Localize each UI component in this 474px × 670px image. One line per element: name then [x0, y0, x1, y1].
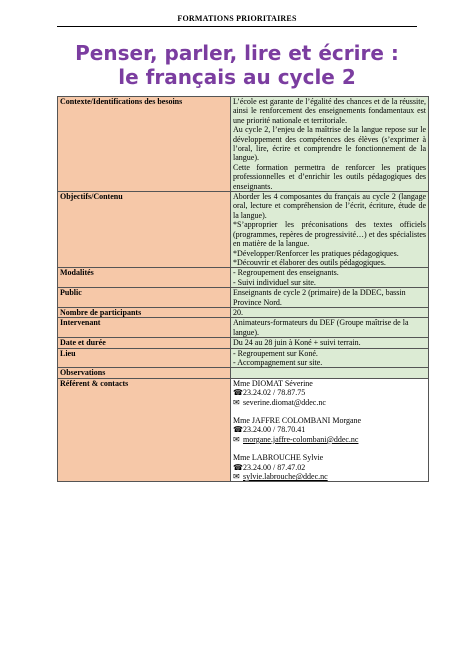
- label-observations: Observations: [58, 368, 231, 378]
- label-participants: Nombre de participants: [58, 307, 231, 317]
- lieu-line-1: - Regroupement sur Koné.: [233, 348, 318, 358]
- value-date: Du 24 au 28 juin à Koné + suivi terrain.: [231, 338, 429, 348]
- value-observations: [231, 368, 429, 378]
- contact-name: Mme LABROUCHE Sylvie: [233, 453, 324, 463]
- telephone-icon: ☎: [233, 462, 243, 472]
- value-referent: [231, 378, 429, 482]
- contact-phone: 23.24.00 / 87.47.02: [243, 462, 306, 472]
- contact-phone-line: [233, 463, 426, 472]
- formation-table: [57, 96, 429, 482]
- envelope-icon: ✉: [233, 434, 240, 444]
- value-modalites: [231, 268, 429, 288]
- contexte-p3: Cette formation permettra de renforcer les pratiques professionnelles et d’enrichir les outils pédagogiques des enseignants.: [233, 162, 426, 191]
- contact-phone: 23.24.00 / 78.70.41: [243, 425, 306, 435]
- title-line-2: le français au cycle 2: [118, 65, 356, 89]
- modalites-line-1: - Regroupement des enseignants.: [233, 268, 339, 278]
- contact-email-line: [233, 472, 426, 481]
- value-lieu: [231, 348, 429, 368]
- row-objectifs: [58, 192, 429, 268]
- contact-1: [233, 379, 426, 407]
- contact-2: [233, 416, 426, 444]
- objectifs-p1: Aborder les 4 composantes du français au cycle 2 (langage oral, lecture et compréhension de l’écrit, écriture, étude de la langue).: [233, 192, 426, 220]
- header-rule: [57, 26, 417, 27]
- contact-phone: 23.24.02 / 78.87.75: [243, 388, 306, 398]
- value-contexte: [231, 97, 429, 192]
- lieu-line-2: - Accompagnement sur site.: [233, 357, 323, 367]
- objectifs-p2: *S’approprier les préconisations des textes officiels (programmes, repères de progressivité…) et des spécialistes en matière de la langue.: [233, 220, 426, 249]
- row-referent: [58, 378, 429, 482]
- row-public: [58, 288, 429, 308]
- contact-phone-line: [233, 388, 426, 397]
- telephone-icon: ☎: [233, 425, 243, 435]
- title-line-1: Penser, parler, lire et écrire :: [75, 41, 399, 65]
- label-modalites: Modalités: [58, 268, 231, 288]
- label-contexte: Contexte/Identifications des besoins: [58, 97, 231, 192]
- label-intervenant: Intervenant: [58, 318, 231, 338]
- label-objectifs: Objectifs/Contenu: [58, 192, 231, 268]
- row-observations: [58, 368, 429, 378]
- row-lieu: [58, 348, 429, 368]
- row-contexte: [58, 97, 429, 192]
- contexte-p2: Au cycle 2, l’enjeu de la maîtrise de la langue repose sur le développement des compétences des élèves (s’exprimer à l’oral, lire, écrire et comprendre le fonctionnement de la langue).: [233, 125, 426, 163]
- contact-3: [233, 453, 426, 481]
- contexte-p1: L’école est garante de l’égalité des chances et de la réussite, ainsi le renforcement des enseignements fondamentaux est une priorité nationale et territoriale.: [233, 97, 426, 125]
- label-lieu: Lieu: [58, 348, 231, 368]
- label-public: Public: [58, 288, 231, 308]
- row-participants: [58, 307, 429, 317]
- contact-name: Mme DIOMAT Séverine: [233, 378, 313, 388]
- objectifs-p3: *Développer/Renforcer les pratiques pédagogiques.: [233, 248, 399, 258]
- envelope-icon: ✉: [233, 472, 240, 482]
- label-referent: Référent & contacts: [58, 378, 231, 482]
- contact-email-line: [233, 398, 426, 407]
- label-date: Date et durée: [58, 338, 231, 348]
- envelope-icon: ✉: [233, 397, 240, 407]
- value-participants: 20.: [231, 307, 429, 317]
- value-intervenant: Animateurs-formateurs du DEF (Groupe maîtrise de la langue).: [231, 318, 429, 338]
- contact-email-link[interactable]: morgane.jaffre-colombani@ddec.nc: [243, 434, 359, 444]
- row-date: [58, 338, 429, 348]
- value-objectifs: [231, 192, 429, 268]
- row-intervenant: [58, 318, 429, 338]
- page-title: [40, 41, 434, 89]
- page-header: FORMATIONS PRIORITAIRES: [177, 14, 297, 23]
- objectifs-p4: *Découvrir et élaborer des outils pédagogiques.: [233, 257, 386, 267]
- modalites-line-2: - Suivi individuel sur site.: [233, 277, 316, 287]
- value-public: Enseignants de cycle 2 (primaire) de la DDEC, bassin Province Nord.: [231, 288, 429, 308]
- contact-name: Mme JAFFRE COLOMBANI Morgane: [233, 416, 362, 425]
- contact-phone-line: [233, 425, 426, 434]
- row-modalites: [58, 268, 429, 288]
- contact-spacer: [233, 407, 426, 416]
- contact-email-link[interactable]: sylvie.labrouche@ddec.nc: [243, 472, 328, 482]
- contact-email[interactable]: severine.diomat@ddec.nc: [243, 397, 326, 407]
- contact-email-line: [233, 435, 426, 444]
- telephone-icon: ☎: [233, 388, 243, 398]
- contact-spacer: [233, 444, 426, 453]
